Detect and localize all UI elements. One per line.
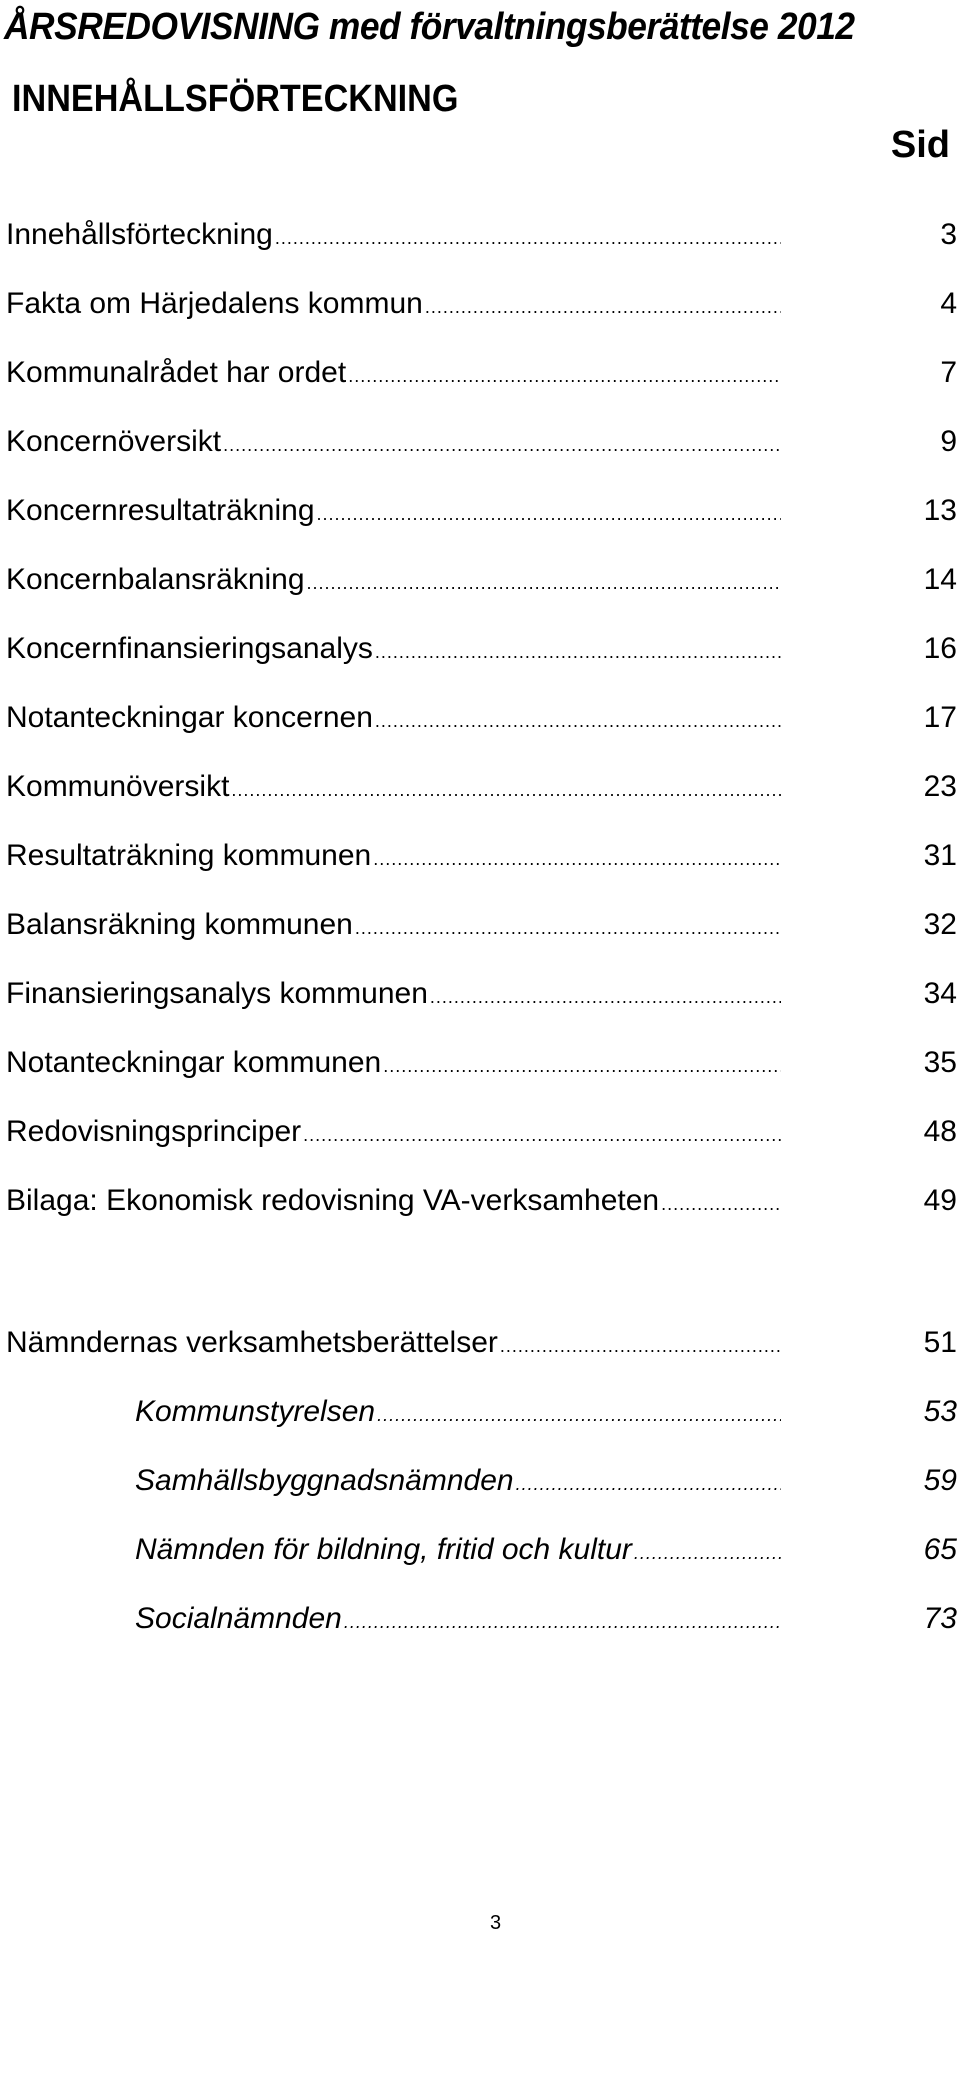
toc-entry[interactable]: [6, 1166, 957, 1235]
toc-entry-label: Redovisningsprinciper: [6, 1114, 302, 1148]
toc-entry-label: Fakta om Härjedalens kommun: [6, 286, 423, 320]
toc-committee-list: [6, 1308, 957, 1653]
dot-leader: [659, 1194, 781, 1215]
toc-entry-label: Koncernöversikt: [6, 424, 222, 458]
dot-leader: [371, 849, 781, 870]
toc-entry-text: [6, 1395, 781, 1429]
toc-entry[interactable]: [6, 200, 957, 269]
toc-entry-text: [6, 356, 781, 390]
toc-entry-page: 9: [940, 424, 957, 458]
toc-entry-page: 32: [923, 907, 957, 941]
toc-entry-text: [6, 839, 781, 873]
toc-entry[interactable]: [6, 338, 957, 407]
toc-entry-page: 31: [923, 838, 957, 872]
toc-entry[interactable]: [6, 1097, 957, 1166]
toc-entry[interactable]: [6, 269, 957, 338]
toc-entry-page: 3: [940, 217, 957, 251]
toc-entry[interactable]: [6, 752, 957, 821]
dot-leader: [301, 1125, 781, 1146]
page-number: 3: [490, 1912, 502, 1934]
dot-leader: [315, 504, 781, 525]
toc-entry-text: [6, 1184, 781, 1218]
toc-entry-text: [6, 1115, 781, 1149]
toc-entry-page: 14: [923, 562, 957, 596]
toc-entry-text: [6, 1602, 781, 1636]
toc-entry-label: Notanteckningar kommunen: [6, 1045, 382, 1079]
toc-entry-text: [6, 218, 781, 252]
dot-leader: [373, 711, 781, 732]
toc-entry-page: 4: [940, 286, 957, 320]
document-title: ÅRSREDOVISNING med förvaltningsberättelse 2012: [4, 6, 855, 48]
toc-entry-label: Koncernfinansieringsanalys: [6, 631, 373, 665]
toc-entry-label: Koncernresultaträkning: [6, 493, 315, 527]
dot-leader: [428, 987, 781, 1008]
page-column-label: Sid: [890, 124, 950, 166]
toc-entry[interactable]: [6, 821, 957, 890]
toc-entry-label: Notanteckningar koncernen: [6, 700, 373, 734]
toc-subentry[interactable]: [6, 1377, 957, 1446]
toc-entry[interactable]: [6, 959, 957, 1028]
toc-entry-page: 35: [923, 1045, 957, 1079]
toc-entry-label: Koncernbalansräkning: [6, 562, 305, 596]
toc-entry-page: 34: [923, 976, 957, 1010]
dot-leader: [273, 228, 781, 249]
toc-entry-label: Finansieringsanalys kommunen: [6, 976, 428, 1010]
toc-entry[interactable]: [6, 614, 957, 683]
toc-entry[interactable]: [6, 683, 957, 752]
toc-entry-text: [6, 770, 781, 804]
toc-entry-page: 73: [923, 1601, 957, 1635]
dot-leader: [353, 918, 781, 939]
toc-entry-text: [6, 1326, 781, 1360]
toc-subentry[interactable]: [6, 1446, 957, 1515]
toc-entry-label: Nämnden för bildning, fritid och kultur: [135, 1532, 632, 1566]
toc-entry[interactable]: [6, 545, 957, 614]
toc-entry-page: 51: [923, 1325, 957, 1359]
toc-entry-label: Resultaträkning kommunen: [6, 838, 372, 872]
toc-subentry[interactable]: [6, 1584, 957, 1653]
toc-entry-label: Balansräkning kommunen: [6, 907, 353, 941]
toc-entry-page: 17: [923, 700, 957, 734]
dot-leader: [423, 297, 781, 318]
toc-entry[interactable]: [6, 890, 957, 959]
toc-entry-text: [6, 1464, 781, 1498]
toc-entry[interactable]: [6, 407, 957, 476]
dot-leader: [346, 366, 781, 387]
dot-leader: [514, 1474, 781, 1495]
toc-entry-text: [6, 977, 781, 1011]
toc-entry-text: [6, 1533, 781, 1567]
toc-subentry[interactable]: [6, 1515, 957, 1584]
toc-entry-text: [6, 425, 781, 459]
toc-entry-page: 59: [923, 1463, 957, 1497]
toc-entry[interactable]: [6, 1028, 957, 1097]
toc-entry-label: Kommunstyrelsen: [135, 1394, 376, 1428]
toc-entry-text: [6, 701, 781, 735]
toc-entry-page: 49: [923, 1183, 957, 1217]
toc-entry-text: [6, 563, 781, 597]
dot-leader: [375, 1405, 781, 1426]
toc-entry-page: 53: [923, 1394, 957, 1428]
toc-entry-page: 23: [923, 769, 957, 803]
toc-entry-label: Nämndernas verksamhetsberättelser: [6, 1325, 498, 1359]
toc-entry-label: Samhällsbyggnadsnämnden: [135, 1463, 514, 1497]
toc-entry-label: Socialnämnden: [135, 1601, 342, 1635]
toc-entry-page: 65: [923, 1532, 957, 1566]
toc-entry-page: 48: [923, 1114, 957, 1148]
dot-leader: [498, 1336, 781, 1357]
toc-entry-label: Kommunalrådet har ordet: [6, 355, 347, 389]
dot-leader: [342, 1612, 781, 1633]
dot-leader: [221, 435, 781, 456]
toc-entry-text: [6, 287, 781, 321]
toc-entry[interactable]: [6, 476, 957, 545]
toc-heading: INNEHÅLLSFÖRTECKNING: [12, 78, 459, 120]
toc-entry-text: [6, 908, 781, 942]
toc-entry-page: 16: [923, 631, 957, 665]
dot-leader: [632, 1543, 781, 1564]
dot-leader: [305, 573, 781, 594]
toc-entry-label: Bilaga: Ekonomisk redovisning VA-verksamheten: [6, 1183, 660, 1217]
toc-entry-text: [6, 1046, 781, 1080]
toc-entry-label: Kommunöversikt: [6, 769, 230, 803]
toc-entry-page: 7: [940, 355, 957, 389]
dot-leader: [373, 642, 781, 663]
dot-leader: [229, 780, 781, 801]
toc-entry-text: [6, 632, 781, 666]
dot-leader: [381, 1056, 781, 1077]
toc-entry-page: 13: [923, 493, 957, 527]
toc-main-list: [6, 200, 957, 1235]
toc-entry-label: Innehållsförteckning: [6, 217, 273, 251]
toc-entry[interactable]: [6, 1308, 957, 1377]
toc-entry-text: [6, 494, 781, 528]
